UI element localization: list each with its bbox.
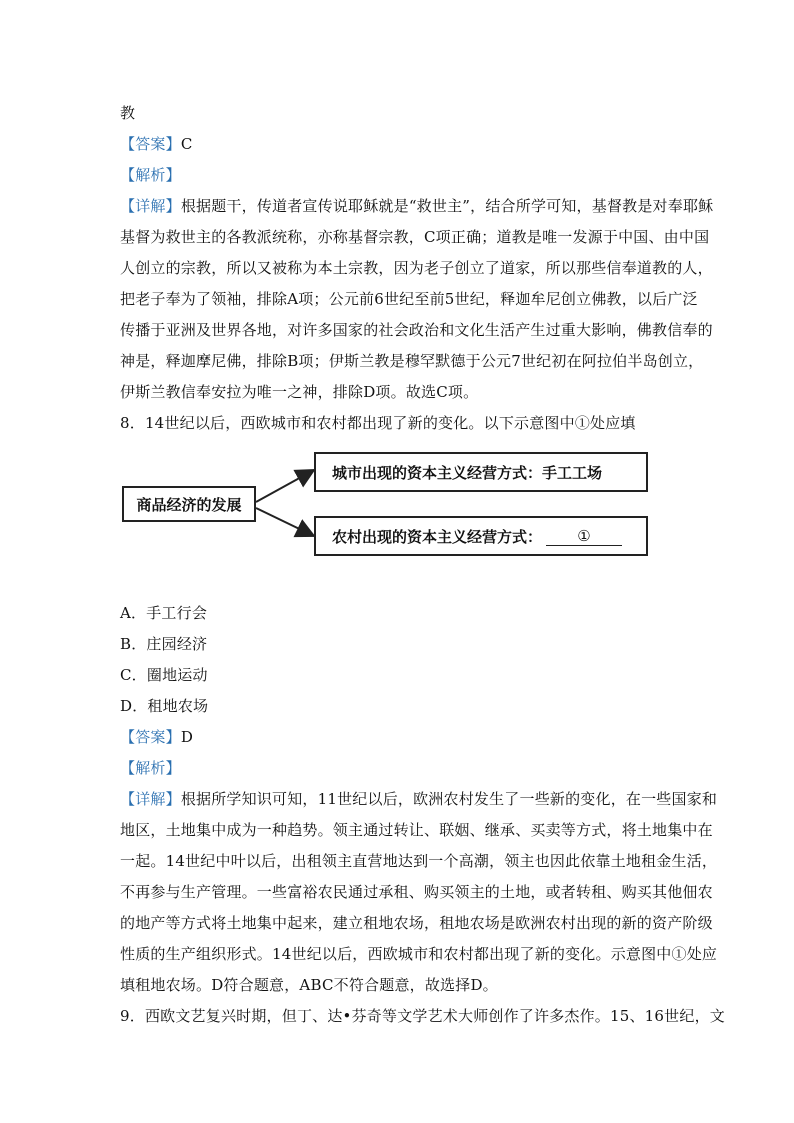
text-line: 【详解】根据题干，传道者宣传说耶稣就是“救世主”，结合所学可知，基督教是对奉耶稣 xyxy=(120,197,714,215)
section-tag: 【详解】 xyxy=(120,790,181,808)
text-line: 性质的生产组织形式。14世纪以后，西欧城市和农村都出现了新的变化。示意图中①处应 xyxy=(120,945,718,963)
text-line: C．圈地运动 xyxy=(120,666,208,684)
text-line: 教 xyxy=(120,104,136,122)
text-line: 一起。14世纪中叶以后，出租领主直营地达到一个高潮，领主也因此依靠土地租金生活， xyxy=(120,852,718,870)
section-tag: 【答案】 xyxy=(120,728,181,746)
box-city-capitalism: 城市出现的资本主义经营方式：手工工场 xyxy=(314,452,648,492)
blank-marker: ① xyxy=(546,527,622,546)
text-line: 【答案】D xyxy=(120,728,194,746)
section-tag: 【解析】 xyxy=(120,759,181,777)
text-line: 不再参与生产管理。一些富裕农民通过承租、购买领主的土地，或者转租、购买其他佃农 xyxy=(120,883,713,901)
rural-box-label: 农村出现的资本主义经营方式： xyxy=(332,527,543,546)
text-line: 基督为救世主的各教派统称，亦称基督宗教，C项正确；道教是唯一发源于中国、由中国 xyxy=(120,228,710,246)
text-line xyxy=(120,165,181,185)
box-rural-capitalism xyxy=(314,516,648,556)
text-line: 人创立的宗教，所以又被称为本土宗教，因为老子创立了道家，所以那些信奉道教的人， xyxy=(120,259,713,277)
box-commodity-economy: 商品经济的发展 xyxy=(122,486,256,522)
text-line: 【详解】根据所学知识可知，11世纪以后，欧洲农村发生了一些新的变化，在一些国家和 xyxy=(120,790,718,808)
text-line: A．手工行会 xyxy=(120,604,208,622)
text-line: D．租地农场 xyxy=(120,697,209,715)
section-tag: 【答案】 xyxy=(120,135,181,153)
section-tag: 【详解】 xyxy=(120,197,181,215)
text-line: B．庄园经济 xyxy=(120,635,208,653)
concept-diagram xyxy=(120,448,650,566)
text-line: 神是，释迦摩尼佛，排除B项；伊斯兰教是穆罕默德于公元7世纪初在阿拉伯半岛创立， xyxy=(120,352,704,370)
text-line: 【答案】C xyxy=(120,135,193,153)
text-line: 的地产等方式将土地集中起来，建立租地农场，租地农场是欧洲农村出现的新的资产阶级 xyxy=(120,914,713,932)
section-tag: 【解析】 xyxy=(120,166,181,184)
text-line: 把老子奉为了领袖，排除A项；公元前6世纪至前5世纪，释迦牟尼创立佛教，以后广泛 xyxy=(120,290,698,308)
text-line: 地区，土地集中成为一种趋势。领主通过转让、联姻、继承、买卖等方式，将土地集中在 xyxy=(120,821,713,839)
arrow-up xyxy=(256,470,314,502)
arrow-down xyxy=(256,508,314,536)
text-line: 8．14世纪以后，西欧城市和农村都出现了新的变化。以下示意图中①处应填 xyxy=(120,414,636,432)
text-line xyxy=(120,758,181,778)
text-line: 9．西欧文艺复兴时期，但丁、达•芬奇等文学艺术大师创作了许多杰作。15、16世纪，文 xyxy=(120,1007,725,1025)
text-line: 填租地农场。D符合题意，ABC不符合题意，故选择D。 xyxy=(120,976,498,994)
text-line: 传播于亚洲及世界各地，对许多国家的社会政治和文化生活产生过重大影响，佛教信奉的 xyxy=(120,321,713,339)
text-line: 伊斯兰教信奉安拉为唯一之神，排除D项。故选C项。 xyxy=(120,383,479,401)
